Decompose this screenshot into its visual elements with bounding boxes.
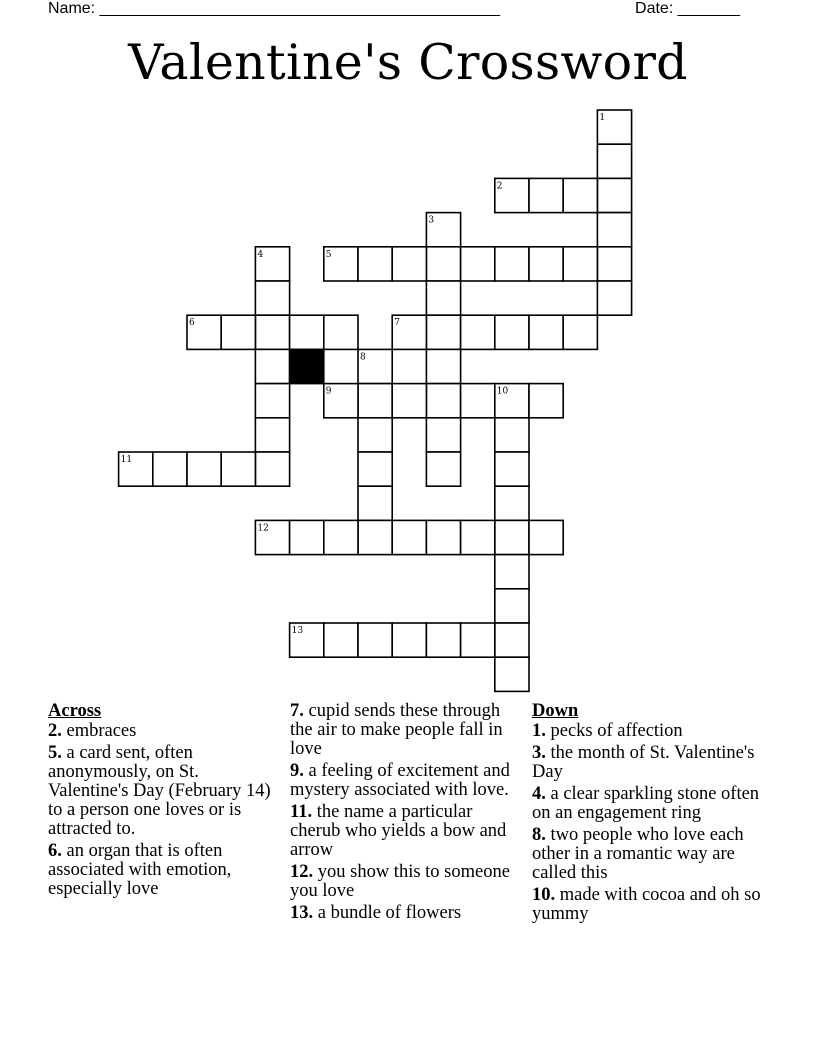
grid-cell[interactable] [255, 281, 289, 315]
grid-cell[interactable] [426, 520, 460, 554]
grid-cell[interactable] [563, 247, 597, 281]
across-heading: Across [48, 701, 102, 721]
clue-item [532, 785, 768, 823]
grid-cell[interactable] [255, 384, 289, 418]
clue-item [48, 744, 280, 839]
grid-cell[interactable] [426, 247, 460, 281]
clue-text: a bundle of flowers [313, 903, 462, 923]
grid-cell[interactable] [495, 623, 529, 657]
grid-cell[interactable] [358, 486, 392, 520]
clue-item [48, 722, 280, 741]
clue-number: 9. [290, 761, 304, 781]
grid-cell[interactable] [597, 178, 631, 212]
clue-text: a clear sparkling stone often on an engagement ring [532, 784, 760, 823]
grid-cell[interactable] [426, 384, 460, 418]
clue-number: 11. [290, 802, 313, 822]
grid-cell[interactable] [461, 623, 495, 657]
clue-number: 4. [532, 784, 546, 804]
clue-item [532, 886, 768, 924]
grid-cell[interactable] [324, 315, 358, 349]
clue-item [290, 803, 522, 860]
clue-text: cupid sends these through the air to make people fall in love [290, 701, 503, 759]
grid-cell[interactable] [426, 623, 460, 657]
clue-item [290, 702, 522, 759]
date-field[interactable]: Date: _______ [635, 0, 740, 17]
clue-item [532, 722, 768, 741]
down-heading: Down [532, 701, 579, 721]
clue-number: 6. [48, 841, 62, 861]
grid-cell[interactable] [495, 555, 529, 589]
grid-cell[interactable] [529, 247, 563, 281]
grid-cell[interactable] [426, 452, 460, 486]
grid-cell[interactable] [495, 520, 529, 554]
grid-cell[interactable] [529, 315, 563, 349]
grid-cell[interactable] [358, 452, 392, 486]
clue-item [290, 762, 522, 800]
grid-cell[interactable] [529, 384, 563, 418]
grid-cell[interactable] [324, 520, 358, 554]
grid-cell[interactable] [290, 520, 324, 554]
down-clues-column [532, 702, 768, 927]
clue-text: pecks of affection [545, 721, 683, 741]
grid-cell[interactable] [358, 384, 392, 418]
grid-cell[interactable] [529, 520, 563, 554]
grid-cell[interactable] [392, 384, 426, 418]
cell-number: 11 [120, 455, 133, 465]
across-clue-list-continued [290, 702, 522, 923]
clue-text: made with cocoa and oh so yummy [532, 885, 761, 924]
grid-cell[interactable] [426, 349, 460, 383]
grid-cell[interactable] [358, 418, 392, 452]
grid-cell[interactable] [495, 315, 529, 349]
grid-cell[interactable] [597, 144, 631, 178]
cell-number: 7 [394, 318, 400, 329]
grid-cell[interactable] [495, 589, 529, 623]
clue-item [290, 863, 522, 901]
cell-number: 3 [428, 215, 435, 226]
cell-number: 4 [257, 249, 264, 260]
cell-number: 5 [325, 249, 332, 260]
grid-cell[interactable] [426, 315, 460, 349]
clue-item [532, 744, 768, 782]
clue-text: you show this to someone you love [290, 862, 510, 901]
clue-item [48, 842, 280, 899]
cell-number: 9 [325, 386, 332, 397]
cell-number: 10 [496, 386, 509, 397]
grid-cell[interactable] [255, 315, 289, 349]
clue-number: 5. [48, 743, 62, 763]
down-clue-list [532, 722, 768, 924]
grid-cell[interactable] [255, 349, 289, 383]
grid-cell[interactable] [529, 178, 563, 212]
grid-cell[interactable] [392, 520, 426, 554]
page-title: Valentine's Crossword [128, 34, 688, 91]
clue-text: a card sent, often anonymously, on St. Valentine's Day (February 14) to a person one loves or is attracted to. [48, 743, 271, 839]
grid-cell[interactable] [221, 452, 255, 486]
grid-cell[interactable] [597, 247, 631, 281]
grid-cell[interactable] [597, 213, 631, 247]
grid-cell[interactable] [461, 315, 495, 349]
grid-cell[interactable] [290, 315, 324, 349]
grid-cell[interactable] [461, 247, 495, 281]
grid-cell[interactable] [563, 178, 597, 212]
grid-cell[interactable] [495, 418, 529, 452]
clue-number: 13. [290, 903, 314, 923]
grid-cell[interactable] [153, 452, 187, 486]
cell-number: 13 [291, 626, 304, 636]
grid-cell[interactable] [495, 247, 529, 281]
grid-cell[interactable] [597, 281, 631, 315]
cell-number: 8 [360, 352, 366, 363]
grid-cell[interactable] [392, 247, 426, 281]
clue-number: 12. [290, 862, 314, 882]
across-clues-column-2 [290, 702, 522, 926]
grid-cell[interactable] [358, 623, 392, 657]
grid-cell[interactable] [187, 452, 221, 486]
grid-cell[interactable] [426, 418, 460, 452]
clue-number: 10. [532, 885, 556, 905]
cell-number: 12 [257, 523, 269, 534]
clue-text: a feeling of excitement and mystery associated with love. [290, 761, 510, 800]
clue-text: two people who love each other in a romantic way are called this [532, 825, 744, 883]
clue-number: 2. [48, 721, 62, 741]
clue-text: the month of St. Valentine's Day [532, 743, 755, 782]
clue-number: 8. [532, 825, 546, 845]
grid-cell[interactable] [563, 315, 597, 349]
clue-text: embraces [61, 721, 137, 741]
grid-cell[interactable] [358, 247, 392, 281]
grid-cell[interactable] [255, 452, 289, 486]
grid-cell[interactable] [495, 486, 529, 520]
clue-number: 1. [532, 721, 546, 741]
grid-cell[interactable] [358, 520, 392, 554]
clue-text: an organ that is often associated with emotion, especially love [48, 841, 232, 899]
grid-cell[interactable] [461, 384, 495, 418]
clue-text: the name a particular cherub who yields a bow and arrow [290, 802, 507, 860]
grid-cell[interactable] [495, 657, 529, 691]
clue-number: 7. [290, 701, 304, 721]
grid-cell[interactable] [461, 520, 495, 554]
cell-number: 2 [496, 181, 503, 192]
black-square [290, 349, 324, 383]
name-field[interactable]: Name: _____________________________________________ [48, 0, 500, 17]
grid-cell[interactable] [221, 315, 255, 349]
cell-number: 1 [599, 113, 606, 123]
grid-cell[interactable] [495, 452, 529, 486]
across-clue-list [48, 722, 280, 899]
grid-cell[interactable] [255, 418, 289, 452]
across-clues-column-1 [48, 702, 280, 902]
clue-number: 3. [532, 743, 546, 763]
grid-cell[interactable] [426, 281, 460, 315]
grid-cell[interactable] [392, 623, 426, 657]
clue-item [290, 904, 522, 923]
clue-item [532, 826, 768, 883]
grid-cell[interactable] [324, 623, 358, 657]
cell-number: 6 [189, 318, 195, 329]
